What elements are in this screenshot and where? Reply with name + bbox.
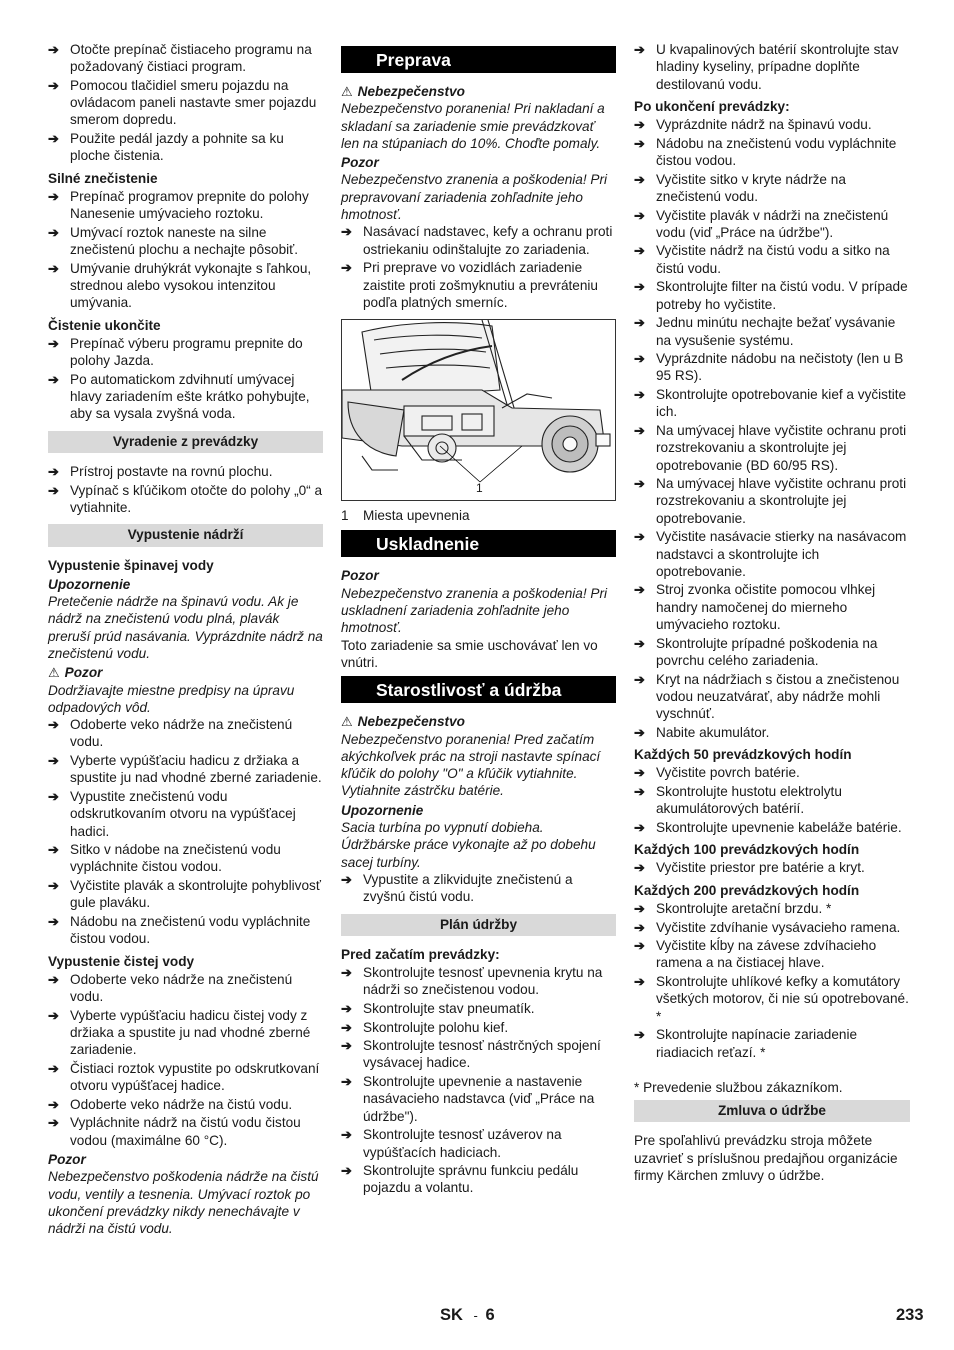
list-item: ➔ Vyčistite plavák v nádrži na znečistenú vodu (viď „Práce na údržbe"). — [634, 207, 889, 240]
list-item: ➔ Skontrolujte upevnenie a nastavenie nasávacieho nadstavca (viď „Práce na údržbe"). — [341, 1074, 595, 1124]
after-operation-list — [634, 116, 910, 741]
list-item: ➔ Umývanie druhýkrát vykonajte s ľahkou, strednou alebo vysokou intenzitou umývania. — [48, 260, 312, 311]
arrow-right-icon: ➔ — [341, 1127, 352, 1143]
danger-label: ⚠ Nebezpečenstvo — [341, 84, 465, 99]
arrow-right-icon: ➔ — [341, 1038, 352, 1054]
arrow-right-icon: ➔ — [48, 77, 59, 93]
column-1 — [48, 41, 323, 1237]
list-item: ➔ Skontrolujte aretační brzdu. * — [634, 901, 832, 916]
arrow-right-icon: ➔ — [341, 1000, 352, 1016]
danger-text: Nebezpečenstvo poranenia! Pri nakladaní a skladaní sa zariadenie smie prevádzkovať len na stúpaniach do 10%. Choďte pomaly. — [341, 101, 605, 151]
heavy-dirt-heading: Silné znečistenie — [48, 170, 158, 186]
list-item: ➔ Kryt na nádržiach s čistou a znečistenou vodou neuzatvárať, aby nádrže mohli vyschnúť. — [634, 671, 900, 722]
arrow-right-icon: ➔ — [48, 42, 59, 57]
caution-text-2: Nebezpečenstvo poškodenia nádrže na čistú vodu, ventily a tesnenia. Umývací roztok po ukončení prevádzky nikdy nenechávajte v nádrži na čistú vodu. — [48, 1169, 319, 1237]
list-item: ➔ Vyčistite plavák a skontrolujte pohyblivosť gule plaváku. — [48, 878, 321, 911]
arrow-right-icon: ➔ — [634, 635, 645, 651]
list-item: ➔ Vyčistite povrch batérie. — [634, 765, 800, 781]
arrow-right-icon: ➔ — [634, 1027, 645, 1043]
arrow-right-icon: ➔ — [634, 938, 645, 954]
arrow-right-icon: ➔ — [48, 224, 59, 240]
arrow-right-icon: ➔ — [48, 1096, 59, 1112]
list-item: ➔ Vypínač s kľúčikom otočte do polohy „0“ a vytiahnite. — [48, 482, 323, 515]
arrow-right-icon: ➔ — [48, 335, 59, 351]
list-item: ➔ Pomocou tlačidiel smeru pojazdu na ovládacom paneli nastavte smer pojazdu smerom dopredu. — [48, 77, 317, 128]
list-item: ➔ Sitko v nádobe na znečistenú vodu vypláchnite čistou vodou. — [48, 842, 281, 875]
every-200-hours-list — [634, 900, 910, 1061]
footer-language: SK - 6 — [440, 1306, 495, 1324]
figure-callout: 1 — [476, 481, 483, 496]
list-item: ➔ Skontrolujte upevnenie kabeláže batérie. — [634, 819, 902, 835]
arrow-right-icon: ➔ — [634, 387, 645, 403]
warning-triangle-icon: ⚠ — [341, 714, 353, 730]
list-item: ➔ Po automatickom zdvihnutí umývacej hlavy zariadením ešte krátko pohybujte, aby sa vysala zvyšná voda. — [48, 371, 310, 422]
arrow-right-icon: ➔ — [634, 901, 645, 916]
list-item: ➔ Nádobu na znečistenú vodu vypláchnite čistou vodou. — [634, 135, 897, 169]
list-item: ➔ Vypláchnite nádrž na čistú vodu čistou vodou (maximálne 60 °C). — [48, 1115, 301, 1148]
care-danger-label: ⚠ Nebezpečenstvo — [341, 714, 465, 730]
arrow-right-icon: ➔ — [634, 117, 645, 133]
heavy-dirt-list — [48, 188, 323, 312]
list-item: ➔ Vypustite a zlikvidujte znečistenú a zvyšnú čistú vodu. — [341, 871, 573, 905]
arrow-right-icon: ➔ — [634, 582, 645, 598]
list-item: ➔ Skontrolujte napínacie zariadenie riadiacich reťazí. * — [634, 1027, 858, 1060]
list-item: ➔ U kvapalinových batérií skontrolujte stav hladiny kyseliny, prípadne doplňte destilovanú vodu. — [634, 42, 899, 92]
list-item: ➔ Použite pedál jazdy a pohnite sa ku ploche čistenia. — [48, 131, 284, 164]
list-item: ➔ Skontrolujte tesnosť uzáverov na vypúšťacích hadiciach. — [341, 1127, 562, 1160]
list-item: ➔ Skontrolujte opotrebovanie kief a vyčistite ich. — [634, 387, 907, 420]
arrow-right-icon: ➔ — [634, 919, 645, 935]
arrow-right-icon: ➔ — [634, 135, 645, 151]
list-item: ➔ Pri preprave vo vozidlách zariadenie zaistite proti zošmyknutiu a prevráteniu podľa platných smerníc. — [341, 260, 598, 310]
caution-label: Pozor — [341, 155, 379, 171]
machine-figure — [341, 319, 616, 501]
arrow-right-icon: ➔ — [634, 529, 645, 545]
list-item: ➔ Nádobu na znečistenú vodu vypláchnite čistou vodou. — [48, 913, 311, 947]
arrow-right-icon: ➔ — [634, 476, 645, 492]
arrow-right-icon: ➔ — [48, 971, 59, 987]
arrow-right-icon: ➔ — [634, 819, 645, 835]
arrow-right-icon: ➔ — [634, 171, 645, 187]
maintenance-contract-text: Pre spoľahlivú prevádzku stroja môžete uzavrieť s príslušnou predajňou organizácie firmy Kärchen zmluvy o údržbe. — [634, 1133, 898, 1184]
figure-caption: 1 Miesta upevnenia — [341, 508, 470, 524]
arrow-right-icon: ➔ — [48, 131, 59, 147]
list-item: ➔ Skontrolujte prípadné poškodenia na povrchu celého zariadenia. — [634, 635, 878, 668]
intro-list — [48, 41, 323, 165]
arrow-right-icon: ➔ — [341, 871, 352, 887]
care-note-text: Sacia turbína po vypnutí dobieha. Údržbárske práce vykonajte až po dobehu sacej turbíny. — [341, 820, 596, 870]
caution-text: Dodržiavajte miestne predpisy na úpravu odpadových vôd. — [48, 682, 295, 715]
list-item: ➔ Stroj zvonka očistite pomocou vlhkej handry namočenej do mierneho umývacieho roztoku. — [634, 582, 876, 633]
caution-text: Nebezpečenstvo zranenia a poškodenia! Pri prepravovaní zariadenia zohľadnite jeho hmotnosť. — [341, 172, 608, 223]
care-heading: Starostlivosť a údržba — [341, 676, 616, 703]
list-item: ➔ Skontrolujte hustotu elektrolytu akumulátorových batérií. — [634, 783, 842, 817]
service-note: * Prevedenie službou zákazníkom. — [634, 1079, 843, 1095]
every-50-hours-heading: Každých 50 prevádzkových hodín — [634, 747, 852, 763]
arrow-right-icon: ➔ — [48, 1007, 59, 1023]
list-item: ➔ Vyčistite kĺby na závese zdvíhacieho ramena a na čistiacej hlave. — [634, 938, 877, 971]
list-item: ➔ Skontrolujte tesnosť upevnenia krytu na nádrži so znečistenou vodou. — [341, 965, 603, 998]
drain-clean-heading: Vypustenie čistej vody — [48, 953, 195, 969]
list-item: ➔ Odoberte veko nádrže na čistú vodu. — [48, 1096, 293, 1112]
before-operation-list — [341, 964, 616, 1197]
drain-clean-list — [48, 971, 323, 1149]
list-item: ➔ Vyprázdnite nádrž na špinavú vodu. — [634, 117, 872, 133]
drain-dirty-list — [48, 716, 323, 947]
list-item: ➔ Čistiaci roztok vypustite po odskrutkovaní otvoru vypúšťacej hadice. — [48, 1060, 320, 1094]
list-item: ➔ Prepínač výberu programu prepnite do polohy Jazda. — [48, 335, 303, 369]
column-3 — [634, 41, 910, 1184]
list-item: ➔ Vyčistite nádrž na čistú vodu a sitko na čistú vodu. — [634, 243, 890, 276]
storage-caution-text: Nebezpečenstvo zranenia a poškodenia! Pri uskladnení zariadenia zohľadnite jeho hmotnosť. — [341, 585, 608, 636]
column-2 — [341, 41, 616, 1198]
drain-dirty-heading: Vypustenie špinavej vody — [48, 557, 214, 573]
list-item: ➔ Vyprázdnite nádobu na nečistoty (len u B 95 RS). — [634, 351, 904, 384]
arrow-right-icon: ➔ — [341, 224, 352, 240]
list-item: ➔ Skontrolujte tesnosť nástrčných spojení vysávacej hadice. — [341, 1038, 601, 1071]
list-item: ➔ Vyberte vypúšťaciu hadicu čistej vody z držiaka a spustite ju nad vhodné zberné zariadenie. — [48, 1007, 311, 1058]
every-100-hours-list — [634, 859, 910, 876]
drain-tanks-heading: Vypustenie nádrží — [48, 524, 323, 546]
storage-caution-label: Pozor — [341, 568, 379, 584]
decommission-heading: Vyradenie z prevádzky — [48, 431, 323, 453]
arrow-right-icon: ➔ — [634, 422, 645, 438]
arrow-right-icon: ➔ — [48, 188, 59, 204]
machine-illustration — [342, 320, 615, 500]
list-item: ➔ Vyčistite zdvíhanie vysávacieho ramena. — [634, 919, 901, 935]
arrow-right-icon: ➔ — [48, 1115, 59, 1131]
every-100-hours-heading: Každých 100 prevádzkových hodín — [634, 842, 860, 858]
arrow-right-icon: ➔ — [48, 788, 59, 804]
list-item: ➔ Skontrolujte filter na čistú vodu. V prípade potreby ho vyčistite. — [634, 279, 908, 312]
list-item: ➔ Vyčistite priestor pre batérie a kryt. — [634, 860, 865, 876]
list-item: ➔ Vyberte vypúšťaciu hadicu z držiaka a spustite ju nad vhodné zberné zariadenie. — [48, 753, 322, 786]
transport-list — [341, 223, 616, 311]
finish-cleaning-heading: Čistenie ukončite — [48, 317, 161, 333]
arrow-right-icon: ➔ — [48, 753, 59, 769]
every-50-hours-list — [634, 764, 910, 836]
maintenance-contract-heading: Zmluva o údržbe — [634, 1100, 910, 1122]
storage-heading: Uskladnenie — [341, 530, 616, 557]
arrow-right-icon: ➔ — [341, 1019, 352, 1035]
note-text: Pretečenie nádrže na špinavú vodu. Ak je nádrž na znečistenú vodu plná, plavák preruší prúd nasávania. Vyprázdnite nádrž na znečistenú vodu. — [48, 594, 323, 661]
list-item: ➔ Odoberte veko nádrže na znečistenú vodu. — [48, 971, 293, 1005]
care-note-label: Upozornenie — [341, 802, 424, 818]
arrow-right-icon: ➔ — [634, 724, 645, 740]
arrow-right-icon: ➔ — [634, 243, 645, 259]
list-item: ➔ Nabite akumulátor. — [634, 724, 770, 740]
storage-text: Toto zariadenie sa smie uschovávať len vo vnútri. — [341, 637, 598, 670]
caution-label: ⚠ Pozor — [48, 665, 103, 681]
arrow-right-icon: ➔ — [48, 371, 59, 387]
arrow-right-icon: ➔ — [341, 1074, 352, 1090]
arrow-right-icon: ➔ — [48, 1060, 59, 1076]
arrow-right-icon: ➔ — [48, 913, 59, 929]
list-item: ➔ Na umývacej hlave vyčistite ochranu proti rozstrekovaniu a skontrolujte jej opotrebovanie. — [634, 476, 907, 526]
list-item: ➔ Vyčistite sitko v kryte nádrže na znečistenú vodu. — [634, 171, 846, 204]
maintenance-plan-heading: Plán údržby — [341, 914, 616, 936]
list-item: ➔ Skontrolujte polohu kief. — [341, 1019, 509, 1035]
list-item: ➔ Prepínač programov prepnite do polohy Nanesenie umývacieho roztoku. — [48, 188, 309, 222]
note-label: Upozornenie — [48, 576, 131, 592]
arrow-right-icon: ➔ — [634, 207, 645, 223]
care-list — [341, 871, 616, 906]
list-item: ➔ Na umývacej hlave vyčistite ochranu proti rozstrekovaniu a skontrolujte jej opotrebovanie (BD 60/95 RS). — [634, 422, 907, 473]
arrow-right-icon: ➔ — [48, 717, 59, 733]
list-item: ➔ Vyčistite nasávacie stierky na nasávacom nadstavci a skontrolujte ich opotrebovanie. — [634, 529, 907, 579]
warning-triangle-icon: ⚠ — [48, 665, 60, 681]
caution-label-2: Pozor — [48, 1151, 86, 1167]
finish-cleaning-list — [48, 335, 323, 423]
arrow-right-icon: ➔ — [48, 464, 59, 480]
arrow-right-icon: ➔ — [634, 860, 645, 876]
every-200-hours-heading: Každých 200 prevádzkových hodín — [634, 882, 860, 898]
arrow-right-icon: ➔ — [634, 974, 645, 990]
arrow-right-icon: ➔ — [48, 842, 59, 858]
arrow-right-icon: ➔ — [48, 482, 59, 498]
arrow-right-icon: ➔ — [634, 765, 645, 781]
list-item: ➔ Skontrolujte správnu funkciu pedálu pojazdu a volantu. — [341, 1163, 579, 1196]
arrow-right-icon: ➔ — [634, 315, 645, 331]
arrow-right-icon: ➔ — [634, 671, 645, 687]
warning-triangle-icon: ⚠ — [341, 84, 353, 99]
list-item: ➔ Prístroj postavte na rovnú plochu. — [48, 464, 273, 480]
arrow-right-icon: ➔ — [341, 1163, 352, 1179]
arrow-right-icon: ➔ — [634, 42, 645, 57]
arrow-right-icon: ➔ — [48, 878, 59, 894]
list-item: ➔ Umývací roztok naneste na silne znečistenú plochu a nechajte pôsobiť. — [48, 224, 299, 258]
care-danger-text: Nebezpečenstvo poranenia! Pred začatím akýchkoľvek prác na stroji nastavte spínací kľúčik do polohy "O" a kľúčik vytiahnite. Vytiahnite zástrčku batérie. — [341, 731, 601, 799]
list-item: ➔ Jednu minútu nechajte bežať vysávanie na vysušenie systému. — [634, 315, 896, 348]
arrow-right-icon: ➔ — [634, 783, 645, 799]
list-item: ➔ Vypustite znečistenú vodu odskrutkovaním otvoru na vypúšťacej hadici. — [48, 788, 296, 839]
list-item: ➔ Skontrolujte uhlíkové kefky a komutátory všetkých motorov, či nie sú opotrebované. * — [634, 974, 909, 1024]
list-item: ➔ Odoberte veko nádrže na znečistenú vodu. — [48, 717, 293, 750]
arrow-right-icon: ➔ — [634, 279, 645, 295]
list-item: ➔ Otočte prepínač čistiaceho programu na požadovaný čistiaci program. — [48, 42, 312, 75]
battery-list — [634, 41, 910, 93]
list-item: ➔ Nasávací nadstavec, kefy a ochranu proti ostriekaniu odinštalujte zo zariadenia. — [341, 224, 613, 257]
decommission-list — [48, 463, 323, 516]
transport-heading: Preprava — [341, 46, 616, 73]
arrow-right-icon: ➔ — [634, 351, 645, 367]
arrow-right-icon: ➔ — [48, 260, 59, 276]
footer-page-number: 233 — [896, 1306, 924, 1324]
arrow-right-icon: ➔ — [341, 260, 352, 276]
before-operation-heading: Pred začatím prevádzky: — [341, 946, 500, 962]
list-item: ➔ Skontrolujte stav pneumatík. — [341, 1000, 535, 1016]
arrow-right-icon: ➔ — [341, 965, 352, 981]
after-operation-heading: Po ukončení prevádzky: — [634, 98, 790, 114]
